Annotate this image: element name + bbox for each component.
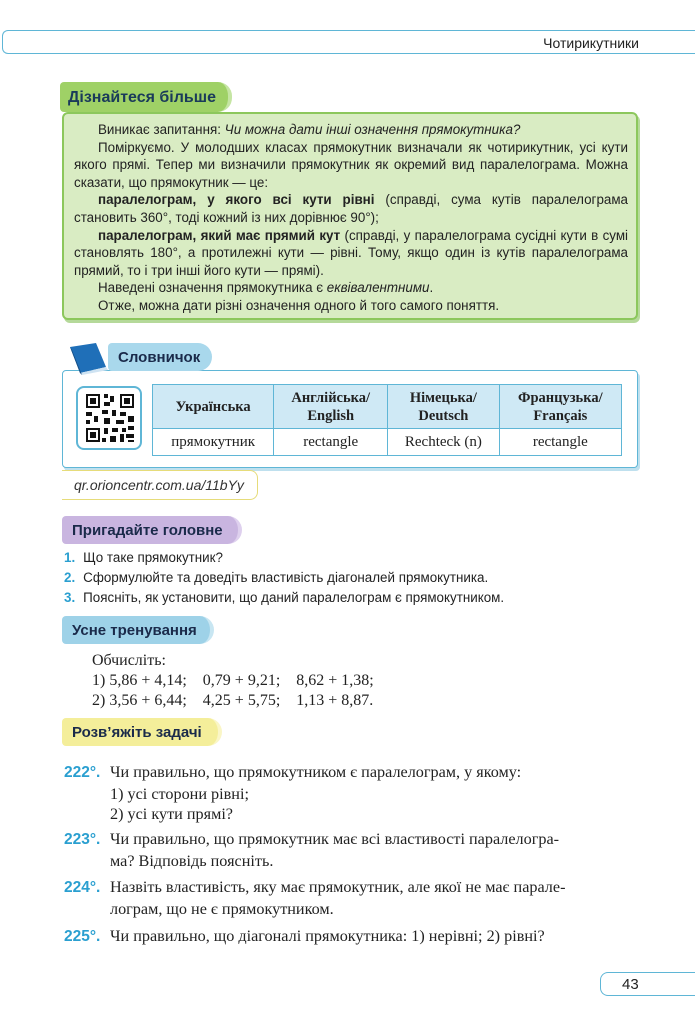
learn-p4-rest: (справді, у паралелограма сусідні кути в сумі становлять 180°, а протилежні кути — рівні. Тому, якщо один із кутів паралелограма прямий, то і три інші його кути — прямі). — [74, 227, 628, 278]
task-line: 1) усі сторони рівні; — [110, 784, 249, 803]
dict-header-french — [499, 385, 621, 429]
task-225 — [64, 926, 545, 948]
recall-item-number: 1. — [64, 550, 76, 565]
task-line: ма? Відповідь поясніть. — [110, 851, 274, 870]
qr-url-link[interactable]: qr.orioncentr.com.ua/11bYy — [74, 477, 244, 493]
learn-p3-bold: паралелограм, у якого всі кути рівні — [98, 192, 375, 208]
book-icon — [66, 341, 110, 375]
dict-header-ukrainian — [153, 385, 274, 429]
list-item — [64, 568, 504, 588]
dict-header-french-line1: Французька/ — [518, 389, 603, 406]
learn-p5 — [74, 279, 628, 297]
recall-item-text: Сформулюйте та доведіть властивість діагоналей прямокутника. — [83, 570, 489, 585]
page-number: 43 — [622, 976, 639, 993]
dictionary-table — [152, 384, 622, 456]
recall-item-text: Поясніть, як установити, що даний паралелограм є прямокутником. — [83, 590, 505, 605]
dict-header-german-line2: Deutsch — [418, 407, 469, 424]
learn-p4 — [74, 227, 628, 280]
dictionary-label: Словничок — [108, 343, 212, 371]
oral-exercises — [92, 651, 374, 711]
dict-cell-german: Rechteck (n) — [388, 429, 499, 456]
oral-expr: 1,13 + 8,87. — [296, 692, 374, 709]
learn-p5-suffix: . — [429, 280, 434, 296]
oral-expr: 4,25 + 5,75; — [202, 692, 281, 709]
task-text: Чи правильно, що діагоналі прямокутника: 1) нерівні; 2) рівні? — [110, 927, 545, 945]
task-text: Назвіть властивість, яку має прямокутник, але якої не має парале- — [110, 878, 566, 896]
recall-item-number: 2. — [64, 570, 76, 585]
task-text: Чи правильно, що прямокутник має всі властивості паралелогра- — [110, 830, 560, 848]
learn-more-text — [74, 121, 628, 315]
oral-intro: Обчисліть: — [92, 652, 166, 669]
dict-header-english-line2: English — [307, 407, 355, 424]
task-222 — [64, 762, 521, 825]
learn-p5-prefix: Наведені означення прямокутника є — [98, 280, 327, 296]
list-item — [64, 548, 504, 568]
task-text: Чи правильно, що прямокутником є паралелограм, у якому: — [110, 763, 522, 781]
dict-header-ukrainian-text: Українська — [175, 398, 251, 415]
task-number: 224°. — [64, 879, 101, 896]
learn-p3 — [74, 191, 628, 226]
learn-more-label: Дізнайтеся більше — [60, 82, 232, 112]
qr-code-icon[interactable] — [84, 392, 136, 444]
dict-header-french-line2: Français — [533, 407, 588, 424]
oral-training-label: Усне тренування — [62, 616, 214, 644]
learn-p2: Поміркуємо. У молодших класах прямокутник визначали як чотирикутник, усі кути якого прямі. Тепер ми визначили прямокутник як окремий вид паралелограма. Можна сказати, що прямокутник — це: — [74, 139, 628, 190]
learn-p3-rest: (справді, сума кутів паралелограма становить 360°, тоді кожний із них дорівнює 90°); — [74, 192, 628, 225]
task-number: 223°. — [64, 831, 101, 848]
task-224 — [64, 877, 565, 919]
oral-row — [92, 671, 374, 691]
dict-cell-ukrainian: прямокутник — [153, 429, 274, 456]
task-line — [64, 877, 565, 899]
oral-expr: 0,79 + 9,21; — [202, 672, 281, 689]
learn-p1-prefix: Виникає запитання: — [98, 122, 225, 137]
dictionary-row — [153, 429, 622, 456]
dictionary-header-row — [153, 385, 622, 429]
dict-header-english-line1: Англійська/ — [291, 389, 371, 406]
task-line: лограм, що не є прямокутником. — [110, 899, 334, 918]
task-line — [64, 829, 559, 851]
dict-cell-french: rectangle — [499, 429, 621, 456]
dict-cell-english: rectangle — [274, 429, 388, 456]
recall-list — [64, 548, 504, 608]
recall-label: Пригадайте головне — [62, 516, 242, 544]
task-line: 2) усі кути прямі? — [110, 805, 233, 823]
learn-p5-italic: еквівалентними — [326, 280, 430, 296]
learn-p6: Отже, можна дати різні означення одного й того самого поняття. — [98, 297, 500, 313]
chapter-title: Чотирикутники — [543, 35, 639, 51]
oral-row — [92, 691, 374, 711]
list-item — [64, 588, 504, 608]
dict-header-english — [274, 385, 388, 429]
dict-header-german-line1: Німецька/ — [409, 389, 477, 406]
learn-p1-question: Чи можна дати інші означення прямокутника? — [224, 122, 521, 137]
oral-row-number: 2) — [92, 692, 106, 709]
dict-header-german — [388, 385, 499, 429]
task-line — [64, 926, 545, 948]
page-number-box — [600, 972, 695, 996]
task-line — [64, 762, 521, 784]
recall-item-text: Що таке прямокутник? — [83, 550, 223, 565]
oral-expr: 8,62 + 1,38; — [296, 672, 374, 689]
task-number: 222°. — [64, 764, 101, 781]
task-223 — [64, 829, 559, 871]
tasks-label: Розв’яжіть задачі — [62, 718, 222, 746]
learn-p1 — [74, 121, 628, 139]
oral-expr: 3,56 + 6,44; — [109, 692, 187, 709]
oral-row-number: 1) — [92, 672, 106, 689]
recall-item-number: 3. — [64, 590, 76, 605]
task-number: 225°. — [64, 928, 101, 945]
learn-p4-bold: паралелограм, який має прямий кут — [98, 227, 341, 243]
oral-expr: 5,86 + 4,14; — [109, 672, 187, 689]
